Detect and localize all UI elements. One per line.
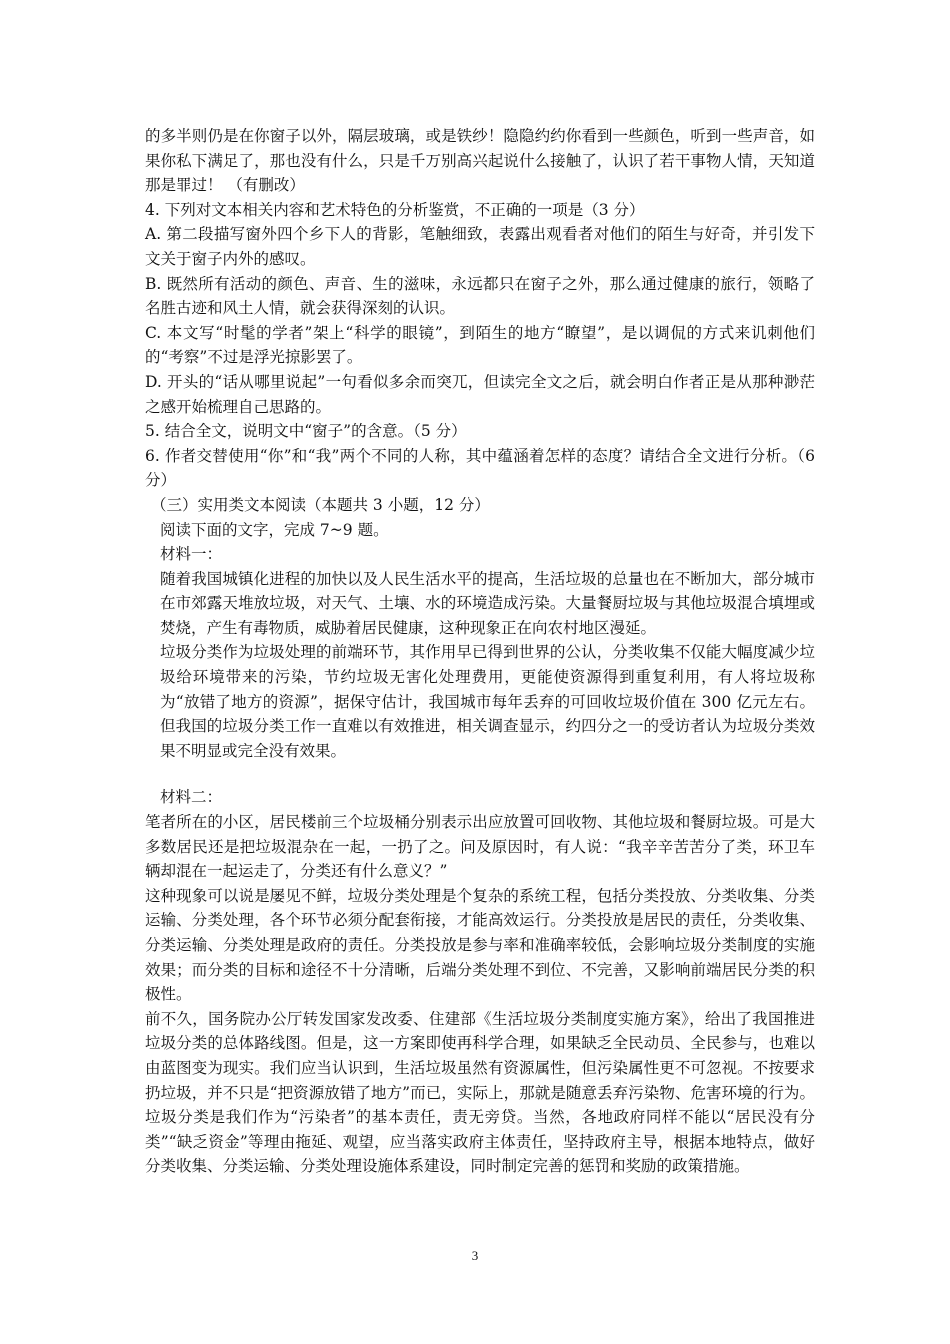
question-6: 6. 作者交替使用“你”和“我”两个不同的人称，其中蕴涵着怎样的态度？请结合全文进行分析。（6 分） <box>145 446 815 490</box>
material-1-paragraph: 垃圾分类作为垃圾处理的前端环节，其作用早已得到世界的公认，分类收集不仅能大幅度减少垃圾给环境带来的污染，节约垃圾无害化处理费用，更能使资源得到重复利用，有人将垃圾称为“放错了地方的资源”，据保守估计，我国城市每年丢弃的可回收垃圾价值在 300 亿元左右。但我国的垃圾分类工作一直难以有效推进，相关调查显示，约四分之一的受访者认为垃圾分类效果不明显或完全没有效果。 <box>160 643 815 760</box>
section-3-heading: （三）实用类文本阅读（本题共 3 小题，12 分） <box>151 495 490 514</box>
page-content <box>145 124 815 1179</box>
question-5: 5. 结合全文，说明文中“窗子”的含意。（5 分） <box>145 422 467 441</box>
material-2-paragraph: 笔者所在的小区，居民楼前三个垃圾桶分别表示出应放置可回收物、其他垃圾和餐厨垃圾。可是大多数居民还是把垃圾混杂在一起，一扔了之。问及原因时，有人说：“我辛辛苦苦分了类，环卫车辆却混在一起运走了，分类还有什么意义？” <box>145 813 815 881</box>
material-1-label: 材料一： <box>160 545 223 564</box>
question-4-stem: 4. 下列对文本相关内容和艺术特色的分析鉴赏，不正确的一项是（3 分） <box>145 200 645 219</box>
blank-spacer <box>145 763 815 785</box>
material-1-paragraph: 随着我国城镇化进程的加快以及人民生活水平的提高，生活垃圾的总量也在不断加大，部分城市在市郊露天堆放垃圾，对天气、土壤、水的环境造成污染。大量餐厨垃圾与其他垃圾混合填埋或焚烧，产生有毒物质，威胁着居民健康，这种现象正在向农村地区漫延。 <box>160 569 815 637</box>
question-4-option-c: C. 本文写“时髦的学者”架上“科学的眼镜”，到陌生的地方“瞭望”，是以调侃的方式来讥刺他们的“考察”不过是浮光掠影罢了。 <box>145 323 815 367</box>
question-4-option-a: A. 第二段描写窗外四个乡下人的背影，笔触细致，表露出观看者对他们的陌生与好奇，并引发下文关于窗子内外的感叹。 <box>145 225 815 268</box>
page-number: 3 <box>471 1248 479 1263</box>
section-3-instruction: 阅读下面的文字，完成 7~9 题。 <box>160 520 389 539</box>
material-2-label: 材料二： <box>160 788 223 807</box>
question-4-option-b: B. 既然所有活动的颜色、声音、生的滋味，永远都只在窗子之外，那么通过健康的旅行，领略了名胜古迹和风土人情，就会获得深刻的认识。 <box>145 274 815 318</box>
passage-ending: 的多半则仍是在你窗子以外，隔层玻璃，或是铁纱！隐隐约约你看到一些颜色，听到一些声音，如果你私下满足了，那也没有什么，只是千万别高兴起说什么接触了，认识了若干事物人情，天知道那是罪过！ （有删改） <box>145 127 815 195</box>
material-2-paragraph: 前不久，国务院办公厅转发国家发改委、住建部《生活垃圾分类制度实施方案》，给出了我国推进垃圾分类的总体路线图。但是，这一方案即使再科学合理，如果缺乏全民动员、全民参与，也难以由蓝图变为现实。我们应当认识到，生活垃圾虽然有资源属性，但污染属性更不可忽视。不按要求扔垃圾，并不只是“把资源放错了地方”而已，实际上，那就是随意丢弃污染物、危害环境的行为。垃圾分类是我们作为“污染者”的基本责任，责无旁贷。当然，各地政府同样不能以“居民没有分类”“缺乏资金”等理由拖延、观望，应当落实政府主体责任，坚持政府主导，根据本地特点，做好分类收集、分类运输、分类处理设施体系建设，同时制定完善的惩罚和奖励的政策措施。 <box>145 1009 815 1176</box>
question-4-option-d: D. 开头的“话从哪里说起”一句看似多余而突兀，但读完全文之后，就会明白作者正是从那种渺茫之感开始梳理自己思路的。 <box>145 372 815 416</box>
material-2-paragraph: 这种现象可以说是屡见不鲜，垃圾分类处理是个复杂的系统工程，包括分类投放、分类收集、分类运输、分类处理，各个环节必须分配套衔接，才能高效运行。分类投放是居民的责任，分类收集、分类运输、分类处理是政府的责任。分类投放是参与率和准确率较低，会影响垃圾分类制度的实施效果；而分类的目标和途径不十分清晰，后端分类处理不到位、不完善，又影响前端居民分类的积极性。 <box>145 886 815 1004</box>
